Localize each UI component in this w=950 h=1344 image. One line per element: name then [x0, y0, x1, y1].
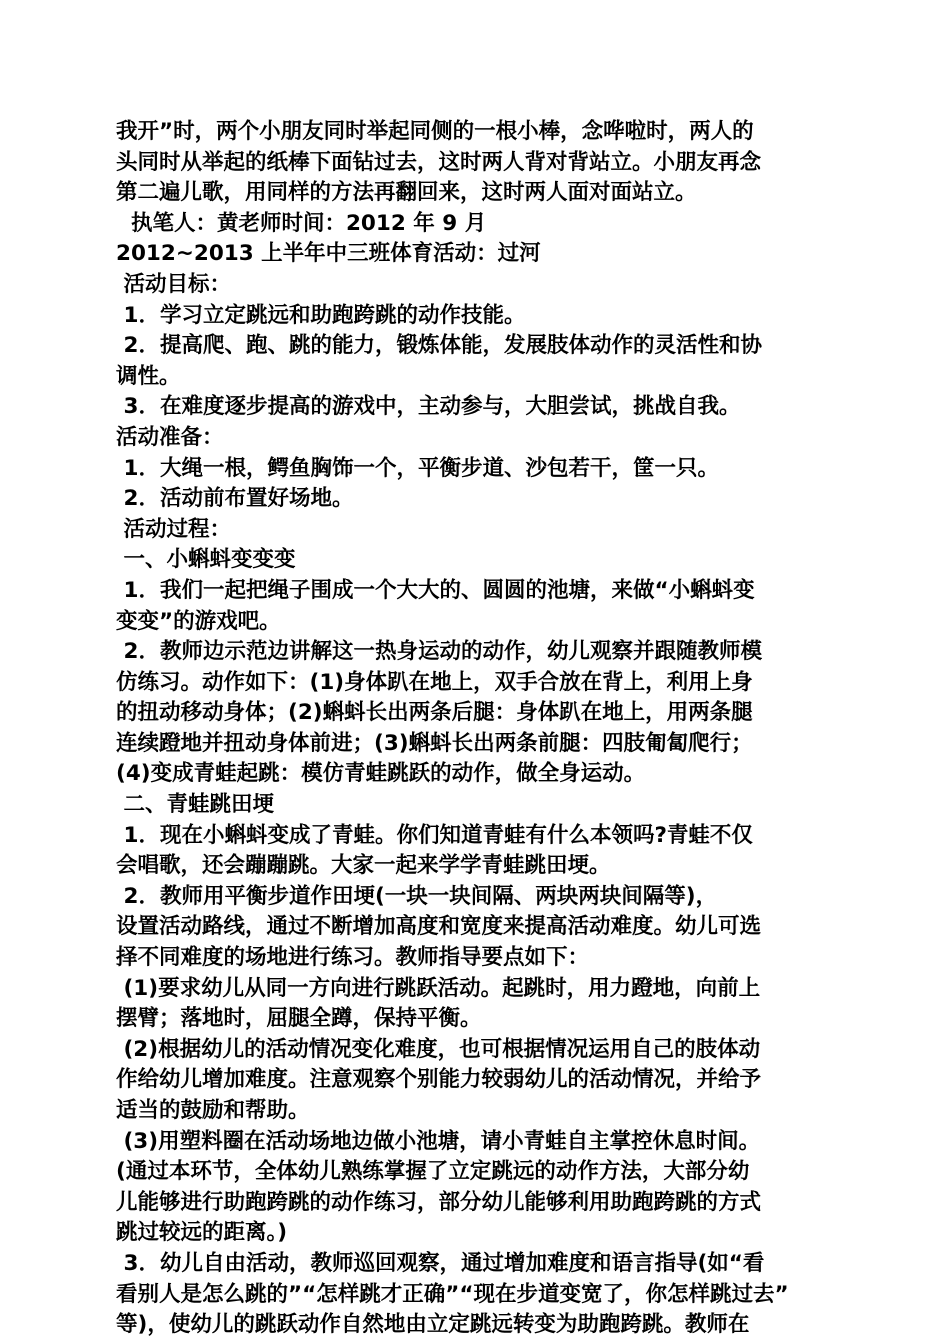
text-line: 仿练习。动作如下：(1)身体趴在地上，双手合放在背上，利用上身: [116, 669, 753, 695]
text-line: 1．现在小蝌蚪变成了青蛙。你们知道青蛙有什么本领吗?青蛙不仅: [116, 822, 753, 848]
text-line: 的扭动移动身体；(2)蝌蚪长出两条后腿：身体趴在地上，用两条腿: [116, 700, 753, 726]
text-line: 2．教师用平衡步道作田埂(一块一块间隔、两块两块间隔等)，: [116, 883, 718, 909]
text-line: 看别人是怎么跳的”“怎样跳才正确”“现在步道变宽了，你怎样跳过去”: [116, 1281, 789, 1307]
text-line: 1．我们一起把绳子围成一个大大的、圆圆的池塘，来做“小蝌蚪变: [116, 577, 755, 603]
activity-title: 2012~2013 上半年中三班体育活动：过河: [116, 241, 541, 267]
text-line: 会唱歌，还会蹦蹦跳。大家一起来学学青蛙跳田埂。: [116, 853, 611, 879]
text-line: 3．幼儿自由活动，教师巡回观察，通过增加难度和语言指导(如“看: [116, 1250, 765, 1276]
text-line: 儿能够进行助跑跨跳的动作练习，部分幼儿能够利用助跑跨跳的方式: [116, 1189, 762, 1215]
text-line: 2．教师边示范边讲解这一热身运动的动作，幼儿观察并跟随教师模: [116, 639, 762, 665]
text-line: 等)，使幼儿的跳跃动作自然地由立定跳远转变为助跑跨跳。教师在: [116, 1312, 750, 1338]
text-line: 1．大绳一根，鳄鱼胸饰一个，平衡步道、沙包若干，筐一只。: [116, 455, 719, 481]
text-line: (4)变成青蛙起跳：模仿青蛙跳跃的动作，做全身运动。: [116, 761, 646, 787]
text-line: 1．学习立定跳远和助跑跨跳的动作技能。: [116, 302, 526, 328]
text-line: (通过本环节，全体幼儿熟练掌握了立定跳远的动作方法，大部分幼: [116, 1159, 750, 1185]
text-line: 择不同难度的场地进行练习。教师指导要点如下：: [116, 945, 590, 971]
text-line: (3)用塑料圈在活动场地边做小池塘，请小青蛙自主掌控休息时间。: [116, 1128, 761, 1154]
author-date-line: 执笔人：黄老师时间：2012 年 9 月: [116, 210, 487, 236]
text-line: 我开”时，两个小朋友同时举起同侧的一根小棒，念哗啦时，两人的: [116, 119, 754, 144]
subsection-heading: 二、青蛙跳田埂: [116, 792, 274, 818]
document-page: [116, 117, 840, 1341]
text-line: 2．活动前布置好场地。: [116, 486, 354, 512]
section-heading: 活动准备：: [116, 424, 224, 450]
section-heading: 活动过程：: [116, 516, 231, 542]
text-line: 3．在难度逐步提高的游戏中，主动参与，大胆尝试，挑战自我。: [116, 394, 741, 420]
text-line: 适当的鼓励和帮助。: [116, 1098, 310, 1123]
text-line: 头同时从举起的纸棒下面钻过去，这时两人背对背站立。小朋友再念: [116, 149, 762, 175]
text-line: 设置活动路线，通过不断增加高度和宽度来提高活动难度。幼儿可选: [116, 914, 762, 940]
text-line: 变变”的游戏吧。: [116, 608, 281, 634]
text-line: 作给幼儿增加难度。注意观察个别能力较弱幼儿的活动情况，并给予: [116, 1067, 762, 1093]
subsection-heading: 一、小蝌蚪变变变: [116, 547, 296, 573]
text-line: (2)根据幼儿的活动情况变化难度，也可根据情况运用自己的肢体动: [116, 1036, 761, 1062]
text-line: 2．提高爬、跑、跳的能力，锻炼体能，发展肢体动作的灵活性和协: [116, 333, 762, 359]
text-line: 调性。: [116, 363, 181, 389]
text-line: 第二遍儿歌，用同样的方法再翻回来，这时两人面对面站立。: [116, 180, 697, 206]
text-line: 跳过较远的距离。): [116, 1220, 288, 1246]
text-line: (1)要求幼儿从同一方向进行跳跃活动。起跳时，用力蹬地，向前上: [116, 975, 761, 1001]
section-heading: 活动目标：: [116, 271, 231, 297]
text-line: 连续蹬地并扭动身体前进；(3)蝌蚪长出两条前腿：四肢匍匐爬行；: [116, 730, 753, 756]
text-line: 摆臂；落地时，屈腿全蹲，保持平衡。: [116, 1006, 482, 1032]
